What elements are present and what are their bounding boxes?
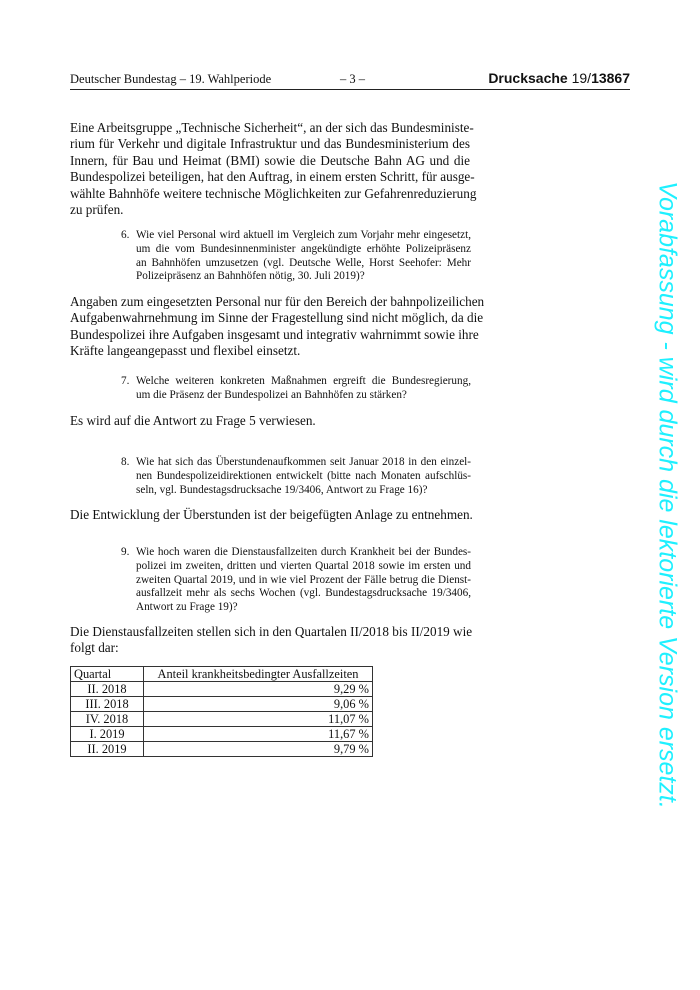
answer-7 — [70, 413, 470, 429]
answer-6 — [70, 294, 485, 360]
text-line: Es wird auf die Antwort zu Frage 5 verwiesen. — [70, 413, 316, 428]
text-line: Die Entwicklung der Überstunden ist der beigefügten Anlage zu entnehmen. — [70, 507, 473, 522]
text-line: um die Präsenz der Bundespolizei an Bahnhöfen zu stärken? — [136, 388, 407, 401]
text-line: Angaben zum eingesetzten Personal nur für den Bereich der bahnpolizeilichen — [70, 294, 485, 309]
question-number: 6. — [121, 229, 130, 241]
text-line: Polizeipräsenz an Bahnhöfen nötig, 30. Juli 2019)? — [136, 270, 365, 283]
header-drucksache-prefix: 19/ — [567, 70, 592, 86]
table-cell-anteil: 9,29 % — [144, 682, 373, 697]
table-cell-quartal: II. 2019 — [71, 742, 144, 757]
text-line: Welche weiteren konkreten Maßnahmen ergreift die Bundesregierung, — [136, 375, 471, 387]
text-line: polizei im zweiten, dritten und vierten Quartal 2018 sowie im ersten und — [136, 559, 471, 572]
text-line: rium für Verkehr und digitale Infrastruktur und das Bundesministerium des — [70, 136, 470, 152]
table-header-quartal: Quartal — [71, 667, 144, 682]
header-drucksache-label: Drucksache — [488, 70, 568, 86]
question-text — [136, 375, 471, 403]
table-row — [71, 697, 373, 712]
sick-leave-table — [70, 666, 373, 757]
text-line: Wie hat sich das Überstundenaufkommen seit Januar 2018 in den einzel- — [136, 456, 471, 468]
table-cell-quartal: I. 2019 — [71, 727, 144, 742]
table-row — [71, 712, 373, 727]
header-periode: Deutscher Bundestag – 19. Wahlperiode — [70, 72, 272, 86]
question-number: 7. — [121, 375, 130, 387]
text-line: Antwort zu Frage 19)? — [136, 601, 238, 614]
intro-paragraph — [70, 120, 477, 218]
table-cell-quartal: IV. 2018 — [71, 712, 144, 727]
question-text — [136, 546, 471, 615]
text-line: Innern, für Bau und Heimat (BMI) sowie die Deutsche Bahn AG und die — [70, 152, 470, 168]
text-line: Bundespolizei beteiligen, hat den Auftrag, in einem ersten Schritt, für ausge- — [70, 169, 475, 185]
text-line: seln, vgl. Bundestagsdrucksache 19/3406, Antwort zu Frage 16)? — [136, 483, 428, 496]
page-header — [70, 69, 630, 90]
table-cell-anteil: 11,67 % — [144, 727, 373, 742]
text-line: zweiten Quartal 2019, und in wie viel Prozent der Fälle betrug die Dienst- — [136, 573, 471, 586]
answer-8 — [70, 507, 473, 523]
table-row — [71, 742, 373, 757]
question-number: 8. — [121, 456, 130, 468]
text-line: zu prüfen. — [70, 201, 124, 217]
table-header-row — [71, 667, 373, 682]
header-page-number: – 3 – — [340, 72, 365, 86]
table-cell-anteil: 11,07 % — [144, 712, 373, 727]
table-header-anteil: Anteil krankheitsbedingter Ausfallzeiten — [144, 667, 373, 682]
text-line: um die vom Bundesinnenminister angekündigte erhöhte Polizeipräsenz — [136, 242, 471, 255]
vorabfassung-watermark: Vorabfassung - wird durch die lektorierte Version ersetzt. — [653, 181, 682, 809]
table-row — [71, 727, 373, 742]
text-line: folgt dar: — [70, 640, 119, 656]
text-line: Wie viel Personal wird aktuell im Vergleich zum Vorjahr mehr eingesetzt, — [136, 229, 471, 241]
table-cell-quartal: II. 2018 — [71, 682, 144, 697]
answer-9 — [70, 624, 473, 657]
text-line: Die Dienstausfallzeiten stellen sich in den Quartalen II/2018 bis II/2019 wie — [70, 624, 473, 639]
table-cell-anteil: 9,79 % — [144, 742, 373, 757]
question-text — [136, 456, 471, 497]
text-line: Wie hoch waren die Dienstausfallzeiten durch Krankheit bei der Bundes- — [136, 546, 471, 558]
header-drucksache — [488, 70, 630, 86]
text-line: ausfallzeit mehr als sechs Wochen (vgl. Bundestagsdrucksache 19/3406, — [136, 587, 471, 600]
question-text — [136, 229, 471, 284]
table-row — [71, 682, 373, 697]
text-line: nen Bundespolizeidirektionen entwickelt (bitte nach Monaten aufschlüs- — [136, 469, 471, 482]
table-cell-anteil: 9,06 % — [144, 697, 373, 712]
question-number: 9. — [121, 546, 130, 558]
text-line: Kräfte langeangepasst und flexibel einsetzt. — [70, 343, 301, 359]
text-line: Aufgabenwahrnehmung im Sinne der Fragestellung sind nicht möglich, da die — [70, 310, 484, 326]
table-cell-quartal: III. 2018 — [71, 697, 144, 712]
text-line: wählte Bahnhöfe weitere technische Möglichkeiten zur Gefahrenreduzierung — [70, 185, 477, 201]
text-line: Bundespolizei ihre Aufgaben insgesamt und integrativ wahrnimmt sowie ihre — [70, 326, 479, 342]
header-drucksache-number: 13867 — [591, 70, 630, 86]
text-line: Eine Arbeitsgruppe „Technische Sicherheit“, an der sich das Bundesministe- — [70, 120, 474, 135]
text-line: an Bahnhöfen umzusetzen (vgl. Deutsche Welle, Horst Seehofer: Mehr — [136, 256, 471, 269]
